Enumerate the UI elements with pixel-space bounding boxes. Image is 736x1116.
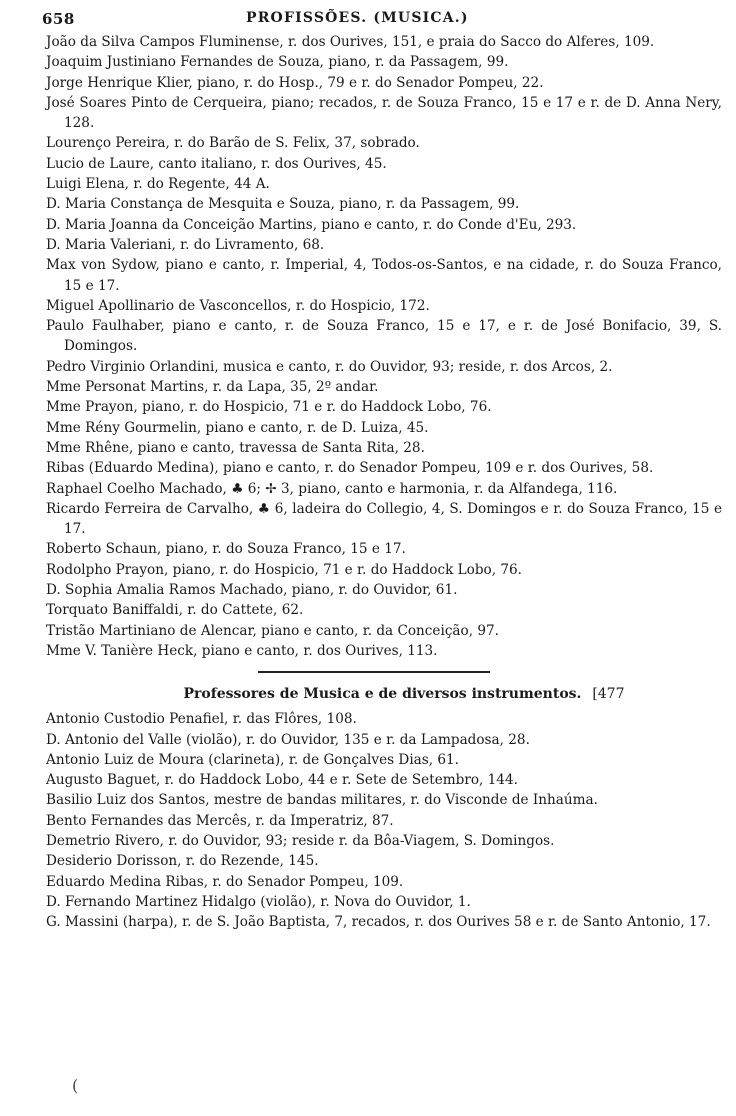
list-item: Miguel Apollinario de Vasconcellos, r. do Hospicio, 172. [46, 297, 430, 314]
list-item: Augusto Baguet, r. do Haddock Lobo, 44 e r. Sete de Setembro, 144. [46, 772, 518, 789]
list-item: Basilio Luiz dos Santos, mestre de bandas militares, r. do Visconde de Inhaúma. [46, 792, 598, 809]
list-item: Joaquim Justiniano Fernandes de Souza, piano, r. da Passagem, 99. [46, 54, 509, 71]
list-item: D. Maria Constança de Mesquita e Souza, piano, r. da Passagem, 99. [46, 196, 520, 213]
list-item: Rodolpho Prayon, piano, r. do Hospicio, 71 e r. do Haddock Lobo, 76. [46, 561, 522, 578]
list-item: Lucio de Laure, canto italiano, r. dos Ourives, 45. [46, 155, 387, 172]
list-item: Paulo Faulhaber, piano e canto, r. de Souza Franco, 15 e 17, e r. de José Bonifacio, 39, S. Domingos. [46, 318, 722, 355]
running-title: PROFISSÕES. (MUSICA.) [246, 10, 469, 26]
list-item: Mme Prayon, piano, r. do Hospicio, 71 e r. do Haddock Lobo, 76. [46, 399, 492, 416]
list-item: Roberto Schaun, piano, r. do Souza Franco, 15 e 17. [46, 541, 406, 558]
list-item: Mme Rhêne, piano e canto, travessa de Santa Rita, 28. [46, 439, 425, 456]
list-item: Antonio Custodio Penafiel, r. das Flôres, 108. [46, 711, 357, 728]
section-title: Professores de Musica e de diversos instrumentos. [183, 686, 582, 703]
list-item: D. Sophia Amalia Ramos Machado, piano, r. do Ouvidor, 61. [46, 582, 458, 599]
section-heading [46, 683, 722, 705]
list-item: D. Antonio del Valle (violão), r. do Ouvidor, 135 e r. da Lampadosa, 28. [46, 731, 530, 748]
list-item: Ricardo Ferreira de Carvalho, ♣ 6, ladeira do Collegio, 4, S. Domingos e r. do Souza Franco, 15 e 17. [46, 500, 722, 538]
list-item: Jorge Henrique Klier, piano, r. do Hosp., 79 e r. do Senador Pompeu, 22. [46, 74, 544, 91]
list-item: Torquato Baniffaldi, r. do Cattete, 62. [46, 602, 304, 619]
page-header [42, 8, 722, 32]
divider-rule [258, 671, 490, 673]
list-item: João da Silva Campos Fluminense, r. dos Ourives, 151, e praia do Sacco do Alferes, 109. [46, 34, 655, 50]
list-item: Tristão Martiniano de Alencar, piano e canto, r. da Conceição, 97. [46, 622, 499, 639]
list-item: Demetrio Rivero, r. do Ouvidor, 93; reside r. da Bôa-Viagem, S. Domingos. [46, 832, 555, 849]
list-item: D. Maria Valeriani, r. do Livramento, 68. [46, 236, 325, 253]
list-item: G. Massini (harpa), r. de S. João Baptista, 7, recados, r. dos Ourives 58 e r. de Santo Antonio, 17. [46, 914, 711, 931]
list-item: Mme Personat Martins, r. da Lapa, 35, 2º andar. [46, 379, 379, 396]
music-teacher-list [46, 32, 722, 661]
section-divider [46, 661, 722, 683]
list-item: Antonio Luiz de Moura (clarineta), r. de Gonçalves Dias, 61. [46, 751, 460, 768]
section-number: [477 [592, 686, 625, 703]
list-item: José Soares Pinto de Cerqueira, piano; recados, r. de Souza Franco, 15 e 17 e r. de D. Anna Nery, 128. [46, 94, 722, 132]
footer-mark: ( [72, 1076, 79, 1095]
instrument-teacher-list [46, 709, 722, 932]
list-item: Ribas (Eduardo Medina), piano e canto, r. do Senador Pompeu, 109 e r. dos Ourives, 58. [46, 460, 654, 477]
list-item: Pedro Virginio Orlandini, musica e canto, r. do Ouvidor, 93; reside, r. dos Arcos, 2. [46, 358, 613, 375]
list-item: Luigi Elena, r. do Regente, 44 A. [46, 176, 270, 193]
list-item: Eduardo Medina Ribas, r. do Senador Pompeu, 109. [46, 873, 404, 890]
list-item: Mme V. Tanière Heck, piano e canto, r. dos Ourives, 113. [46, 642, 438, 659]
list-item: Max von Sydow, piano e canto, r. Imperial, 4, Todos-os-Santos, e na cidade, r. do Souza Franco, 15 e 17. [46, 257, 722, 294]
list-item: Raphael Coelho Machado, ♣ 6; ✢ 3, piano, canto e harmonia, r. da Alfandega, 116. [46, 480, 618, 497]
list-item: Lourenço Pereira, r. do Barão de S. Felix, 37, sobrado. [46, 135, 420, 152]
list-item: Mme Rény Gourmelin, piano e canto, r. de D. Luiza, 45. [46, 419, 429, 436]
page-number: 658 [42, 10, 75, 28]
list-item: D. Maria Joanna da Conceição Martins, piano e canto, r. do Conde d'Eu, 293. [46, 216, 577, 233]
list-item: D. Fernando Martinez Hidalgo (violão), r. Nova do Ouvidor, 1. [46, 893, 471, 910]
list-item: Desiderio Dorisson, r. do Rezende, 145. [46, 853, 319, 870]
list-item: Bento Fernandes das Mercês, r. da Imperatriz, 87. [46, 812, 394, 829]
